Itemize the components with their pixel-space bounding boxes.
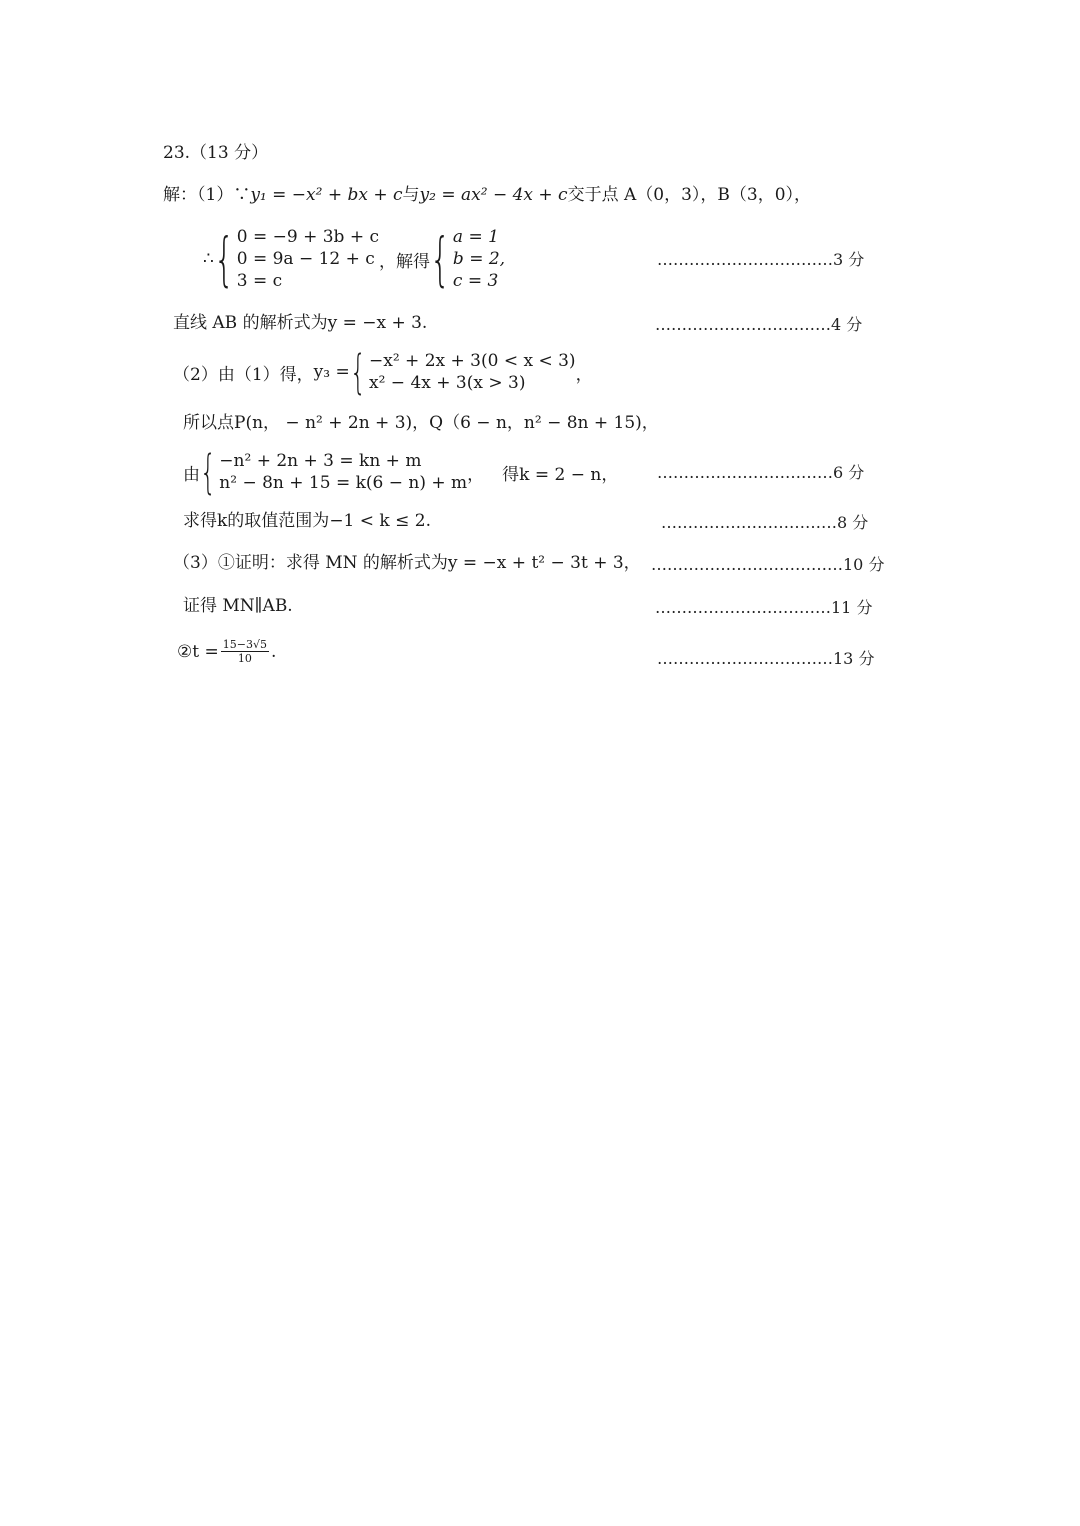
points-line	[183, 412, 659, 434]
part1-system	[237, 226, 379, 292]
system2-eq-2: n² − 8n + 15 = k(6 − n) + m	[219, 473, 468, 493]
score-4: ……………………………4 分	[655, 315, 863, 334]
k-result: 得k = 2 − n，	[502, 464, 619, 485]
item2-tail: .	[270, 641, 277, 662]
line-ab-line	[173, 312, 427, 334]
left-brace: {	[200, 445, 217, 499]
part2-system	[219, 450, 467, 494]
solution-c: c = 3	[452, 271, 499, 291]
item2-row	[177, 638, 276, 665]
line-ab-eq: y = −x + 3.	[327, 313, 428, 333]
solution-b: b = 2,	[452, 249, 506, 269]
score-11: ……………………………11 分	[655, 598, 873, 617]
item2-label: ②t =	[177, 641, 219, 662]
fraction-numerator: 15−3√5	[222, 638, 267, 651]
fraction-denominator: 10	[237, 652, 252, 665]
t-fraction	[221, 638, 269, 665]
range-eq: −1 < k ≤ 2.	[329, 511, 431, 531]
range-label: 求得k的取值范围为	[183, 511, 330, 531]
part1-intro: 解：（1）∵	[163, 185, 251, 205]
left-brace: {	[213, 225, 235, 293]
therefore-symbol: ∴	[203, 249, 214, 269]
left-brace: {	[349, 345, 366, 399]
part1-eq2: y₂ = ax² − 4x + c	[419, 185, 568, 205]
prove-line	[183, 595, 293, 617]
part1-intro-line	[163, 184, 811, 206]
part3-intro: （3）①证明：求得 MN 的解析式为	[173, 553, 448, 573]
piecewise-cases	[369, 350, 576, 394]
system2-tail: ，	[467, 464, 485, 485]
part1-connector: 与	[402, 185, 420, 205]
part2-intro: （2）由（1）得，	[173, 364, 314, 385]
score-3: ……………………………3 分	[657, 250, 865, 269]
score-10: ………………………………10 分	[651, 555, 885, 574]
system2-eq-1: −n² + 2n + 3 = kn + m	[219, 451, 422, 471]
problem-header: 23.（13 分）	[163, 143, 269, 163]
points-label: 所以点	[183, 413, 234, 433]
range-line	[183, 510, 431, 532]
mn-eq: y = −x + t² − 3t + 3，	[447, 553, 641, 573]
score-6: ……………………………6 分	[657, 463, 865, 482]
part1-solution	[453, 226, 505, 292]
part2-intro-row	[173, 345, 593, 399]
prove-text: 证得 MN∥AB.	[183, 596, 293, 616]
system-eq-3: 3 = c	[236, 271, 283, 291]
part3-intro-line	[173, 552, 641, 574]
cases-tail: ，	[575, 364, 593, 385]
case-2: x² − 4x + 3(x > 3)	[369, 373, 526, 393]
part1-tail: 交于点 A（0，3），B（3，0），	[567, 185, 812, 205]
part1-system-row	[203, 226, 505, 292]
score-13: ……………………………13 分	[657, 649, 875, 668]
points-eq: P(n， − n² + 2n + 3)，Q（6 − n，n² − 8n + 15)，	[234, 413, 659, 433]
part1-eq1: y₁ = −x² + bx + c	[250, 185, 403, 205]
system-eq-1: 0 = −9 + 3b + c	[236, 227, 379, 247]
score-8: ……………………………8 分	[661, 513, 869, 532]
solution-a: a = 1	[452, 227, 499, 247]
solve-word: ，解得	[379, 251, 430, 272]
line-ab-label: 直线 AB 的解析式为	[173, 313, 328, 333]
part2-system-row	[183, 445, 619, 499]
left-brace: {	[430, 225, 451, 293]
system-eq-2: 0 = 9a − 12 + c	[236, 249, 375, 269]
from-word: 由	[183, 464, 200, 485]
y3-label: y₃ =	[313, 362, 350, 382]
case-1: −x² + 2x + 3(0 < x < 3)	[369, 351, 576, 371]
